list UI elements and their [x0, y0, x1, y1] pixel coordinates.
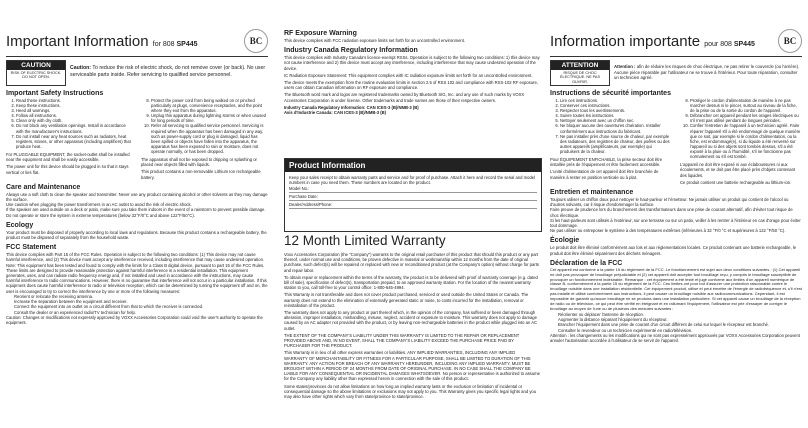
care-item: Toujours utiliser un chiffon doux pour nettoyer le haut-parleur et l'émetteur. Ne jamais utiliser un produit qui contient de l'alcool ou d'autres solvants, car il risque d'endommager la surface. — [550, 196, 789, 208]
caution-statement: Caution: To reduce the risk of electric shock, do not remove cover (or back). No user serviceable parts inside. Refer servicing to qualified service personnel. — [70, 65, 266, 78]
safety-list-a-fr — [550, 98, 672, 154]
product-heading: Product Information — [285, 159, 541, 172]
product-information-box — [284, 158, 542, 232]
ecology-text-fr: Le produit doit être éliminé conformément aux lois et aux réglementations locales. Ce produit contenant une batterie rechargeable, le produit doit être éliminé séparément des déchets ménagers. — [550, 245, 797, 256]
plug-note: The power unit for this device should be plugged in so that it stays vertical or lies flat. — [6, 164, 129, 175]
plug-note: For PLUGGABLE EQUIPMENT, the socket-outlet shall be installed near the equipment and shall be easily accessible. — [6, 151, 130, 163]
battery-note-fr: Ce produit contient une batterie rechargeable au lithium-ion. — [680, 179, 792, 185]
model-field: Model No.: — [289, 185, 537, 193]
list-item: 10. Confier l'entretien de l'appareil à un technicien agréé. Faire réparer l'appareil s'il a été endommagé de quelque manière que ce soit, par exemple si le cordon d'alimentation, ou la fiche, est endommagé(e), si du liquide a été renversé sur l'appareil ou si des objets sont tombés dessus, s'il a été exposé à la pluie ou à l'humidité, s'il ne fonctionne pas normalement ou s'il est tombé. — [690, 123, 802, 159]
care-item: Do not operate or store the system in extreme temperatures (below 32°F/0°C and above 122°F/50°C). — [6, 212, 195, 218]
safety-heading: Important Safety Instructions — [6, 90, 104, 97]
warranty-para: Some states/provinces do not allow limitations on how long an implied warranty lasts or the exclusion or limitation of incidental or consequential damage so the above limitations or exclusions may not apply to you. This Warranty gives you specific legal rights and you may also have other rights which vary from state/province to state/province. — [284, 383, 537, 400]
list-item: 4. Suivre toutes les instructions. — [560, 113, 672, 118]
list-item: 8. Protéger le cordon d'alimentation de manière à ne pas marcher dessus ni le pincer, surtout au niveau de la fiche, de la prise ou de la sortie du cordon de l'appareil. — [690, 98, 802, 113]
care-item: Ne pas utiliser ou entreposer le système à des températures extrêmes (inférieures à 32 °F/0 °C et supérieures à 122 °F/50 °C). — [550, 228, 786, 234]
attention-box — [550, 60, 610, 86]
list-item: 4. Follow all instructions. — [16, 113, 133, 118]
warranty-body — [284, 252, 540, 399]
safety-instructions — [6, 98, 268, 180]
ecology-heading: Ecology — [6, 221, 34, 229]
fcc-measure: Reorient or relocate the receiving antenna. — [14, 293, 94, 299]
french-title: Information importante pour 808 SP445 — [550, 32, 755, 50]
ic-line: Industry Canada Regulatory Information: CAN ICES-3 (B)/NMB-3 (B) — [284, 104, 419, 110]
attention-row — [550, 60, 802, 86]
ic-text: This device complies with Industry Canada's licence-exempt RSSs. Operation is subject to the following two conditions: 1) this device may not cause interference and 2) this device must accept any interference, including interference that may cause undesired operation of the device. — [284, 55, 540, 71]
ecology-heading-fr: Écologie — [550, 237, 580, 245]
rf-text: This device complies with FCC radiation exposure limits set forth for an uncontrolled environment. — [284, 38, 466, 43]
list-item: 10. Refer all servicing to qualified service personnel. Servicing is required when the apparatus has been damaged in any way, such as power-supply cord or plug is damaged, liquid has been spilled or objects have fallen into the apparatus, the apparatus has been exposed to rain or moisture, does not operate normally, or has been dropped. — [151, 123, 268, 154]
fcc-caution-fr: Attention : les changements ou les modifications qui ne sont pas expressément approuvés par VOXX Accessories Corporation peuvent annuler l'autorisation accordée à l'utilisateur de se servir de l'appareil. — [550, 332, 800, 343]
dealer-field: Dealer/Address/Phone: — [289, 201, 537, 209]
list-item: 9. Débrancher cet appareil pendant les orages électriques ou s'il n'est pas utilisé pendant de longues périodes. — [690, 113, 802, 123]
ic-text: IC Radiation Exposure Statement: This equipment complies with IC radiation exposure limits set forth for an uncontrolled environment. — [284, 72, 533, 78]
ic-text: The Bluetooth word mark and logos are registered trademarks owned by Bluetooth SIG, Inc. and any use of such marks by VOXX Accessories Corporation is under license. Other trademarks and trade names are those of their respective owners. — [284, 92, 525, 103]
brand-logo: BC — [778, 29, 802, 53]
list-item: 2. Keep these instructions. — [16, 103, 133, 108]
care-heading-fr: Entretien et maintenance — [550, 188, 634, 196]
ic-text: The device meets the exemption from the routine evaluation limits in section 2.5 of RSS 102 and compliance with RSS-102 RF exposure, users can obtain Canadian information on RF exposure and compliance. — [284, 80, 538, 91]
fcc-caution: Caution: Changes or modifications not expressly approved by VOXX Accessories Corporation could void the user's authority to operate the equipment. — [6, 314, 263, 325]
list-item: 6. Ne bloquer aucune des ouvertures d'aération. Installer conformément aux instructions du fabricant. — [560, 123, 672, 133]
header-rule — [550, 56, 802, 57]
list-item: 1. Lire ces instructions. — [560, 98, 672, 103]
purchase-date-field: Purchase Date: — [289, 193, 537, 201]
list-item: 6. Do not block any ventilation openings. Install in accordance with the manufacturer's instructions. — [16, 123, 133, 133]
header-rule — [6, 56, 268, 57]
list-item: 5. Nettoyer seulement avec un chiffon sec. — [560, 118, 672, 123]
warranty-para: To obtain repair or replacement within the terms of the warranty, the product is to be delivered with proof of warranty coverage (e.g. dated bill of sale), specification of defect(s), transportation prepaid, to an approved warranty station. For the location of the nearest warranty station to you, call toll-free to your control office: 1-800-645-4994. — [284, 274, 538, 291]
english-title: Important Information for 808 SP445 — [6, 32, 198, 50]
list-item: 7. Ne pas installer près d'une source de chaleur, par exemple des radiateurs, des registres de chaleur, des poêles ou des autres appareils (amplificateurs, par exemple) qui produisent de la chaleur. — [560, 134, 672, 154]
english-header — [6, 28, 268, 54]
attention-statement: Attention : afin de réduire les risques de choc électrique, ne pas retirer le couvercle (ou l'arrière). Aucune pièce réparable par l'utilisateur ne se trouve à l'intérieur. Pour toute réparation, consulter un technicien agréé. — [614, 64, 800, 80]
list-item: 5. Clean only with dry cloth. — [16, 118, 133, 123]
ic-line: Avis d'Industrie Canada: CAN ICES-3 (B)/NMB-3 (B) — [284, 110, 387, 116]
fcc-measure: Consulter le revendeur ou un technicien expérimenté en radio/télévision. — [558, 327, 693, 333]
french-header — [550, 28, 802, 54]
liquid-note-fr: L'appareil ne doit être exposé ni aux éclaboussures ni aux écoulements, et ne doit pas être placé près d'objets contenant des liquides. — [680, 162, 796, 178]
warranty-para: This Warranty is in lieu of all other express warranties or liabilities. ANY IMPLIED WARRANTIES, INCLUDING ANY IMPLIED WARRANTY OF MERCHANTABILITY OR FITNESS FOR A PARTICULAR PURPOSE, SHALL BE LIMITED TO DURATION OF THIS WARRANTY. ANY ACTION FOR BREACH OF ANY WARRANTY HEREUNDER, INCLUDING ANY IMPLIED WARRANTY, MUST BE BROUGHT WITHIN A PERIOD OF 24 MONTHS FROM DATE OF ORIGINAL PURCHASE. IN NO CASE SHALL THE COMPANY BE LIABLE FOR ANY CONSEQUENTIAL OR INCIDENTAL DAMAGES WHATSOEVER. No person or representative is authorized to assume for the Company any liability other than expressed herein in connection with the sale of this product. — [284, 350, 540, 382]
caution-box — [6, 60, 66, 86]
fcc-heading-fr: Déclaration de la FCC — [550, 259, 623, 267]
ecology-text: Your product must be disposed of properly according to local laws and regulations. Because this product contains a rechargeable battery, the product must be disposed of separately from the household waste. — [6, 229, 267, 241]
warranty-para: THE EXTENT OF THE COMPANY'S LIABILITY UNDER THIS WARRANTY IS LIMITED TO THE REPAIR OR REPLACEMENT PROVIDED ABOVE AND, IN NO EVENT, SHALL THE COMPANY'S LIABILITY EXCEED THE PURCHASE PRICE PAID BY PURCHASER FOR THE PRODUCT. — [284, 332, 520, 349]
english-column — [6, 0, 268, 325]
list-item: 3. Heed all warnings. — [16, 108, 133, 113]
plug-note-fr: L'unité d'alimentation de cet appareil doit être branchée de manière à rester en position verticale ou à plat. — [550, 169, 659, 180]
safety-instructions-fr — [550, 98, 802, 185]
care-item: Si les haut-parleurs sont utilisés à l'extérieur, sur une terrasse ou sur un patio, veiller à les rentrer à l'intérieur en cas d'orage pour éviter tout dommage. — [550, 217, 801, 228]
warranty-para: The warranty does not apply to any product or part thereof which, in the opinion of the company, has suffered or been damaged through alteration, improper installation, mishandling, misuse, neglect, accident or exposure to moisture. This warranty does not apply to damage caused by an AC adapter not provided with the product, or by leaving non-rechargeable batteries in the product while plugged into an AC outlet. — [284, 310, 538, 331]
product-text: Keep your sales receipt to obtain warranty parts and service and for proof of purchase. Attach it here and record the serial and model numbers in case you need them. These numbers are located on the product. — [289, 175, 536, 186]
warranty-heading: 12 Month Limited Warranty — [284, 233, 446, 248]
liquid-note: The apparatus shall not be exposed to dripping or splashing or placed near objects filled with liquids. — [141, 157, 257, 168]
caution-box-body: RISK OF ELECTRIC SHOCK. DO NOT OPEN. — [10, 71, 62, 80]
attention-box-body: RISQUE DE CHOC ÉLECTRIQUE. NE PAS OUVRIR. — [559, 71, 601, 84]
fcc-measure: Connect the equipment into an outlet on a circuit different from that to which the receiver is connected. — [14, 304, 204, 310]
caution-box-heading: CAUTION — [7, 61, 65, 70]
list-item: 9. Unplug this apparatus during lightning storms or when unused for long periods of time. — [151, 113, 268, 123]
warranty-para: Voxx Accessories Corporation (the "Company") warrants to the original retail purchaser of this product that should this product or any part thereof, under normal use and conditions, be proven defective in material or workmanship within 12 months from the date of original purchase, such defect(s) will be repaired or replaced with new or reconditioned product (at the Company's option) without charge for parts and repair labor. — [284, 252, 539, 273]
safety-list-a — [6, 98, 133, 149]
rf-heading: RF Exposure Warning — [284, 30, 357, 37]
fcc-text: This device complies with Part 15 of the FCC Rules. Operation is subject to the following two conditions: (1) This device may not cause harmful interference, and (2) This device must accept any interference received, including interference that may cause undesired operation. Note: This equipment has been tested and found to comply with the limits for a Class B digital device, pursuant to part 15 of the FCC Rules. These limits are designed to provide reasonable protection against harmful interference in a residential installation. This equipment generates, uses, and can radiate radio frequency energy and, if not installed and used in accordance with the instructions, may cause harmful interference to radio communications. However, there is no guarantee that interference will not occur in a particular installation. If this equipment does cause harmful interference to radio or television reception, which can be determined by turning the equipment off and on, the user is encouraged to try to correct the interference by one or more of the following measures: — [6, 252, 268, 294]
care-item: Use caution when plugging the power transformers in an AC outlet to avoid the risk of electric shock. — [6, 202, 192, 208]
fcc-measure: Consult the dealer or an experienced radio/TV technician for help. — [14, 309, 136, 315]
ic-heading: Industry Canada Regulatory Information — [284, 47, 418, 55]
list-item: 8. Protect the power cord from being walked on or pinched particularly at plugs, convenience receptacles, and the point where they exit from the apparatus. — [151, 98, 268, 113]
list-item: 2. Conserver ces instructions. — [560, 103, 672, 108]
safety-heading-fr: Instructions de sécurité importantes — [550, 90, 671, 97]
french-column — [550, 0, 802, 343]
fcc-measure: Increase the separation between the equipment and receiver. — [14, 299, 128, 305]
care-heading: Care and Maintenance — [6, 183, 81, 191]
brand-logo: BC — [244, 29, 268, 53]
care-item: Always use a soft cloth to clean the speaker and transmitter. Never use any product containing alcohol or other solvents as they may damage the surface. — [6, 191, 268, 203]
warranty-para: This Warranty is not transferable and does not cover product purchased, serviced or used outside the United States or Canada. The warranty does not extend to the elimination of externally generated static or noise, to costs incurred for the installation, removal or reinstallation of the product. — [284, 292, 529, 308]
middle-column — [284, 0, 540, 428]
fcc-text-fr: Cet appareil est conforme à la partie 15 du règlement de la FCC. Le fonctionnement est sujet aux deux conditions suivantes : (1) Cet appareil ne doit pas provoquer de brouillage préjudiciable et (2) cet appareil doit accepter tout brouillage reçu, y compris le brouillage susceptible de provoquer un fonctionnement indésirable. Remarque : cet équipement a été testé et jugé conforme aux limites d'un appareil numérique de classe B, conformément à la partie 15 du règlement de la FCC. Ces limites ont pour but d'assurer une protection raisonnable contre le brouillage nuisible dans une installation résidentielle. Cet équipement produit, utilise et peut émettre de l'énergie de radiofréquence et, s'il n'est pas installé et utilisé conformément aux instructions, il peut causer un brouillage nuisible aux radiocommunications. Cependant, il est impossible de garantir qu'aucun brouillage ne se produira dans une installation particulière. Si cet appareil cause un brouillage de la réception de radio ou de télévision, ce qui peut être vérifié en éteignant et en rallumant l'équipement, l'utilisateur est prié d'essayer de corriger le brouillage au moyen de l'une ou de plusieurs des mesures suivantes : — [550, 266, 803, 312]
attention-box-heading: ATTENTION — [551, 61, 609, 70]
care-item: If the speaker are used outside on a deck or patio, make sure you take them indoors in the event of a rainstorm to prevent possible damage. — [6, 207, 266, 213]
fcc-measure: Brancher l'équipement dans une prise de courant d'un circuit différent de celui sur lequel le récepteur est branché. — [558, 322, 770, 328]
list-item: 3. Respecter tous les avertissements. — [560, 108, 672, 113]
plug-note-fr: Pour ÉQUIPEMENT ENFICHABLE, la prise secteur doit être installée près de l'équipement et être facilement accessible. — [550, 157, 663, 168]
fcc-measure: Réorienter ou déplacer l'antenne de réception. — [558, 311, 645, 317]
fcc-heading: FCC Statement — [6, 244, 57, 252]
care-item: Faire preuve de prudence lors du branchement des transformateurs dans une prise de courant alternatif, afin d'éviter tout risque de choc électrique. — [550, 207, 793, 218]
list-item: 7. Do not install near any heat sources such as radiators, heat registers, stoves, or other apparatus (including amplifiers) that produce heat. — [16, 134, 133, 149]
fcc-measure: Augmenter la distance séparant l'équipement du récepteur. — [558, 317, 668, 323]
battery-note: This product contains a non-removable Lithium Ion rechargeable battery. — [141, 169, 261, 180]
safety-list-b — [141, 98, 268, 154]
safety-list-b-fr — [680, 98, 802, 159]
list-item: 1. Read these instructions. — [16, 98, 133, 103]
caution-row — [6, 60, 268, 86]
